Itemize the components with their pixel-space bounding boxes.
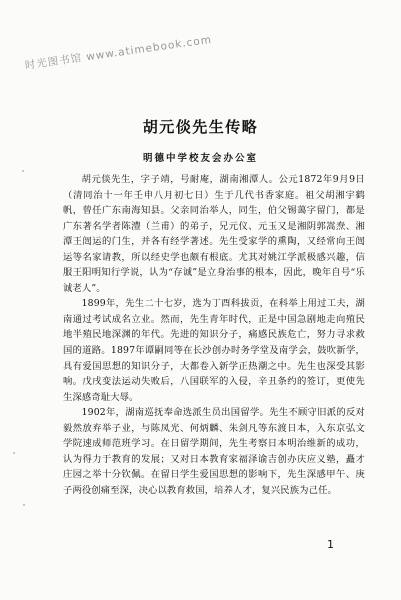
paragraph: 1899年，先生二十七岁，选为丁酉科拔贡，在科举上用过工夫，湖南通过考试成名立业。然而，先生青年时代，正是中国急剧地走向殖民地半殖民地深渊的年代。先进的知识分子，痛感民族危亡，努力寻求救国的道路。1897年谭嗣同等在长沙创办时务学堂及南学会，鼓吹新学，具有爱国思想的知识分子，大都卷入新学正热潮之中。先生也深受其影响。戊戌变法运动失败后，八国联军的入侵，辛丑条约的签订，更使先生深感奇耻大辱。 [63, 298, 365, 403]
body-text [63, 172, 365, 498]
scan-speck [13, 452, 15, 454]
paragraph: 1902年，湖南巡抚奉命选派生员出国留学。先生不顾守旧派的反对毅然放弃举子业，与陈凤光、何炳麟、朱剑凡等东渡日本，入东京弘文学院速成师范班学习。在日留学期间，先生考察日本明治维新的成功，认为得力于教育的发展；又对日本教育家福泽谕吉创办庆应义塾，矗才庄园之举十分钦佩。在留日学生爱国思想的影响下，先生深感甲午、庚子两役创痛至深，决心以教育救国，培养人才，复兴民族为己任。 [63, 407, 365, 496]
page-title: 胡元倓先生传略 [142, 118, 259, 136]
scan-speck [23, 504, 25, 506]
scan-speck [22, 170, 24, 172]
author-line: 明德中学校友会办公室 [142, 153, 258, 164]
paragraph: 胡元倓先生，字子靖，号耐庵，湖南湘潭人。公元1872年9月9日（清同治十一年壬申八月初七日）生于几代书香家庭。祖父胡湘宇鹤帆，曾任广东南海知县。父亲同治举人，同生，伯父锡蔼字留门，都是广东著名学者陈澧（兰甫）的弟子，兄元仪、元玉又是湘阴郭嵩焘、湘潭王闿运的门生，并各有经学著述。先生受家学的熏陶，又经常向王闿运等名家请教，所以经史学也颇有根底。尤其对姚江学派极感兴趣，信服王阳明知行学说，认为“存诚”是立身治事的根本，因此，晚年自号“乐诚老人”。 [63, 174, 365, 294]
page-number: 1 [327, 538, 334, 551]
watermark: 时光图书馆 www.atimebook.com [24, 33, 213, 72]
